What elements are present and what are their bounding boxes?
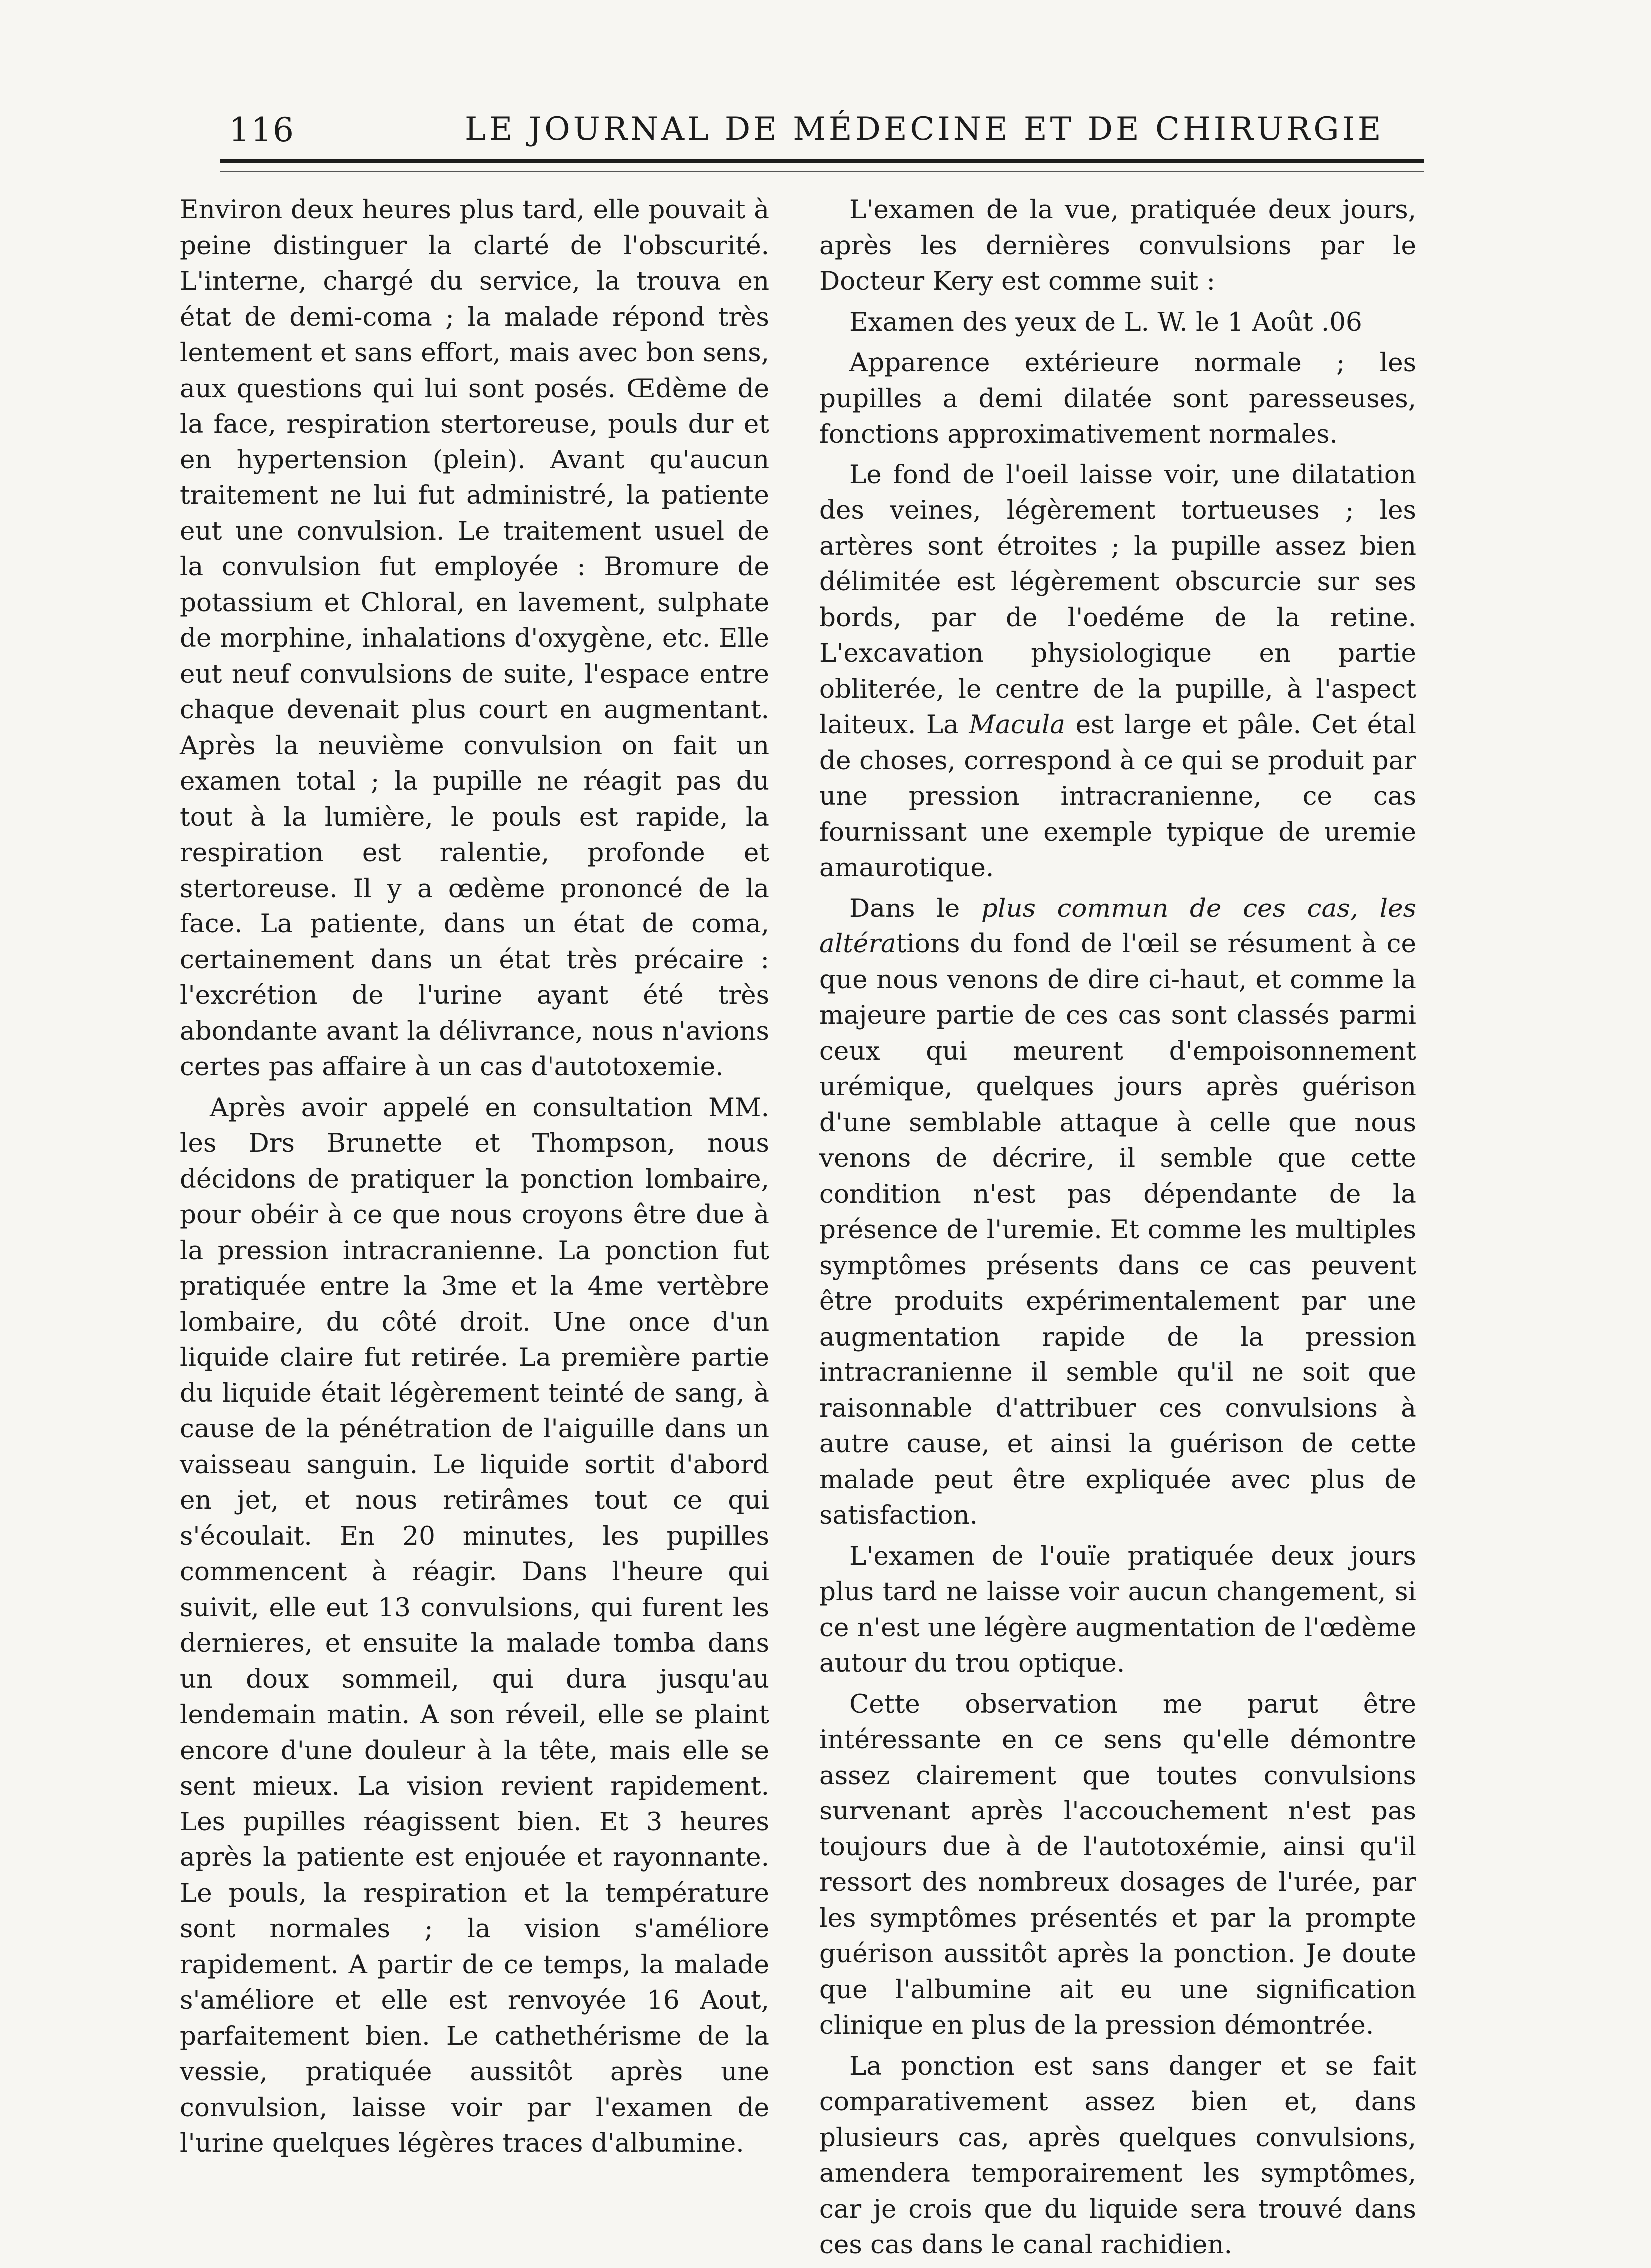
left-paragraph-1: Environ deux heures plus tard, elle pouvait à peine distinguer la clarté de l'obscurité. L'interne, chargé du service, la trouva en état de demi-coma ; la malade répond très lentement et sans effort, mais avec bon sens, aux questions qui lui sont posés. Œdème de la face, respiration stertoreuse, pouls dur et en hypertension (plein). Avant qu'aucun traitement ne lui fut administré, la patiente eut une convulsion. Le traitement usuel de la convulsion fut employée : Bromure de potassium et Chloral, en lavement, sulphate de morphine, inhalations d'oxygène, etc. Elle eut neuf convulsions de suite, l'espace entre chaque devenait plus court en augmentant. Après la neuvième convulsion on fait un examen total ; la pupille ne réagit pas du tout à la lumière, le pouls est rapide, la respiration est ralentie, profonde et stertoreuse. Il y a œdème prononcé de la face. La patiente, dans un état de coma, certainement dans un état très précaire : l'excrétion de l'urine ayant été très abondante avant la délivrance, nous n'avions certes pas affaire à un cas d'autotoxemie. xyxy=(180,195,769,1082)
right-paragraph-4-text-b: est large et pâle. Cet étal de choses, correspond à ce qui se produit par une pression intracranienne, ce cas fournissant une exemple typique de uremie amaurotique. xyxy=(819,710,1416,883)
right-paragraph-1: L'examen de la vue, pratiquée deux jours, après les dernières convulsions par le Docteur Kery est comme suit : xyxy=(819,195,1416,296)
right-paragraph-6: L'examen de l'ouïe pratiquée deux jours plus tard ne laisse voir aucun changement, si ce n'est une légère augmentation de l'œdème autour du trou optique. xyxy=(819,1541,1416,1678)
right-paragraph-2: Examen des yeux de L. W. le 1 Août .06 xyxy=(849,307,1362,337)
page-number: 116 xyxy=(229,111,295,149)
right-paragraph-7: Cette observation me parut être intéressante en ce sens qu'elle démontre assez clairement que toutes convulsions survenant après l'accouchement n'est pas toujours due à de l'autotoxémie, ainsi qu'il ressort des nombreux dosages de l'urée, par les symptômes présentés et par la prompte guérison aussitôt après la ponction. Je doute que l'albumine ait eu une signification clinique en plus de la pression démontrée. xyxy=(819,1689,1416,2040)
right-paragraph-5 xyxy=(819,891,1416,1534)
macula-term: Macula xyxy=(969,710,1065,740)
right-paragraph-4-text-a: Le fond de l'oeil laisse voir, une dilatation des veines, légèrement tortueuses ; les artères sont étroites ; la pupille assez bien délimitée est légèrement obscurcie sur ses bords, par de l'oedéme de la retine. L'excavation physiologique en partie obliterée, le centre de la pupille, à l'aspect laiteux. La xyxy=(819,459,1416,740)
header-rule-thick xyxy=(220,159,1424,163)
header-rule-thin xyxy=(220,171,1424,172)
left-column xyxy=(180,192,769,2167)
right-column xyxy=(819,192,1416,2268)
right-paragraph-5-text-a: Dans le xyxy=(849,893,981,923)
right-paragraph-3: Apparence extérieure normale ; les pupilles a demi dilatée sont paresseuses, fonctions approximativement normales. xyxy=(819,348,1416,449)
running-title: LE JOURNAL DE MÉDECINE ET DE CHIRURGIE xyxy=(465,111,1384,148)
right-paragraph-8: La ponction est sans danger et se fait comparativement assez bien et, dans plusieurs cas, après quelques convulsions, amendera temporairement les symptômes, car je crois que du liquide sera trouvé dans ces cas dans le canal rachidien. xyxy=(819,2051,1416,2260)
right-paragraph-4 xyxy=(819,457,1416,886)
left-paragraph-2: Après avoir appelé en consultation MM. les Drs Brunette et Thompson, nous décidons de pratiquer la ponction lombaire, pour obéir à ce que nous croyons être due à la pression intracranienne. La ponction fut pratiquée entre la 3me et la 4me vertèbre lombaire, du côté droit. Une once d'un liquide claire fut retirée. La première partie du liquide était légèrement teinté de sang, à cause de la pénétration de l'aiguille dans un vaisseau sanguin. Le liquide sortit d'abord en jet, et nous retirâmes tout ce qui s'écoulait. En 20 minutes, les pupilles commencent à réagir. Dans l'heure qui suivit, elle eut 13 convulsions, qui furent les dernieres, et ensuite la malade tomba dans un doux sommeil, qui dura jusqu'au lendemain matin. A son réveil, elle se plaint encore d'une douleur à la tête, mais elle se sent mieux. La vision revient rapidement. Les pupilles réagissent bien. Et 3 heures après la patiente est enjouée et rayonnante. Le pouls, la respiration et la température sont normales ; la vision s'améliore rapidement. A partir de ce temps, la malade s'améliore et elle est renvoyée 16 Aout, parfaitement bien. Le cathethérisme de la vessie, pratiquée aussitôt après une convulsion, laisse voir par l'examen de l'urine quelques légères traces d'albumine. xyxy=(180,1092,769,2158)
right-paragraph-5-italic: plus commun de ces cas, les altéra xyxy=(819,893,1416,959)
right-paragraph-5-text-b: tions du fond de l'œil se résument à ce que nous venons de dire ci-haut, et comme la majeure partie de ces cas sont classés parmi ceux qui meurent d'empoisonnement urémique, quelques jours après guérison d'une semblable attaque à celle que nous venons de décrire, il semble que cette condition n'est pas dépendante de la présence de l'uremie. Et comme les multiples symptômes présents dans ce cas peuvent être produits expérimentalement par une augmentation rapide de la pression intracranienne il semble qu'il ne soit que raisonnable d'attribuer ces convulsions à autre cause, et ainsi la guérison de cette malade peut être expliquée avec plus de satisfaction. xyxy=(819,929,1416,1530)
